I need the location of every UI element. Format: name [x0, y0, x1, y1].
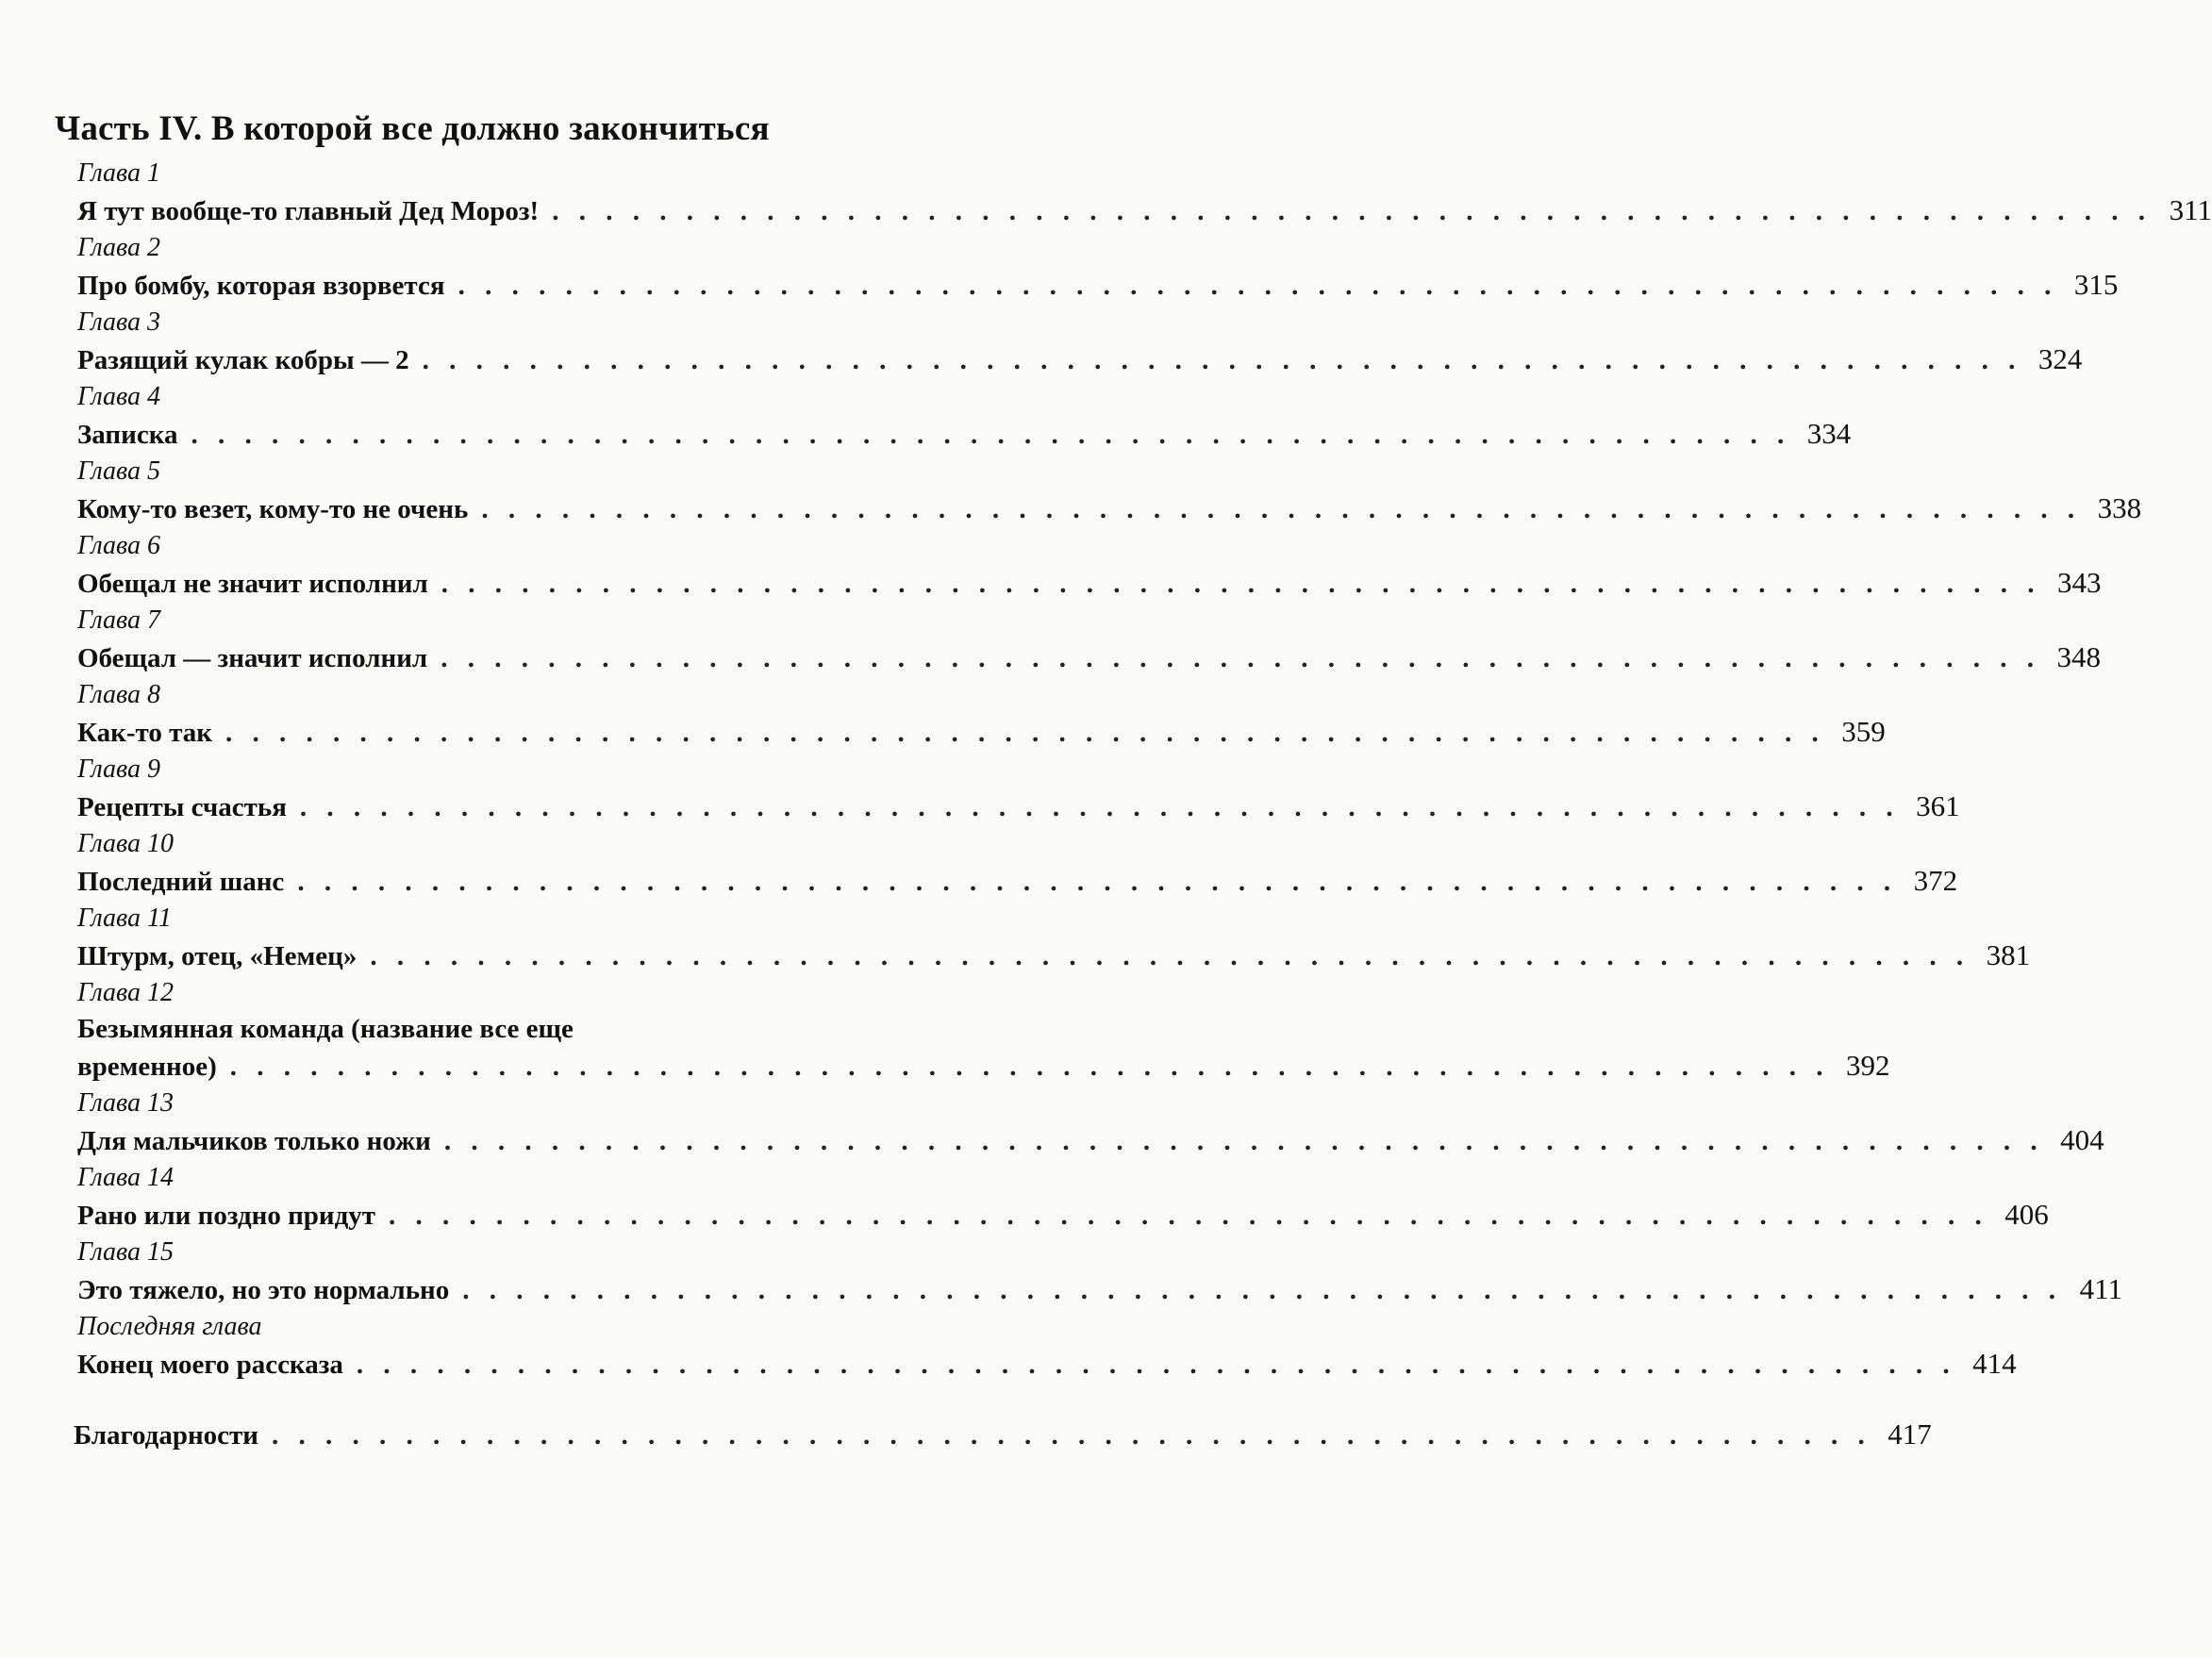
- chapter-row[interactable]: [77, 1047, 1890, 1085]
- chapter-label: Глава 7: [77, 605, 160, 635]
- chapter-row[interactable]: [77, 788, 1960, 825]
- chapter-label: Глава 5: [77, 456, 160, 486]
- chapter-title: Это тяжело, но это нормально: [77, 1275, 450, 1305]
- chapter-label: Глава 11: [77, 904, 172, 933]
- toc-entry-6: [55, 527, 2102, 602]
- chapter-title: Конец моего рассказа: [77, 1350, 343, 1380]
- toc-entry-2: [55, 229, 2119, 304]
- toc-entry-5: [55, 453, 2142, 527]
- chapter-label: Глава 6: [77, 531, 160, 560]
- page-number: 334: [1806, 417, 1852, 450]
- chapter-row[interactable]: [77, 191, 2212, 229]
- acknowledgements-row[interactable]: [74, 1416, 1932, 1453]
- page-number: 372: [1913, 864, 1958, 897]
- chapter-row[interactable]: [77, 1121, 2104, 1159]
- chapter-title: Штурм, отец, «Немец»: [77, 941, 358, 971]
- chapter-list: [55, 155, 2212, 1383]
- page-number: 315: [2073, 268, 2119, 301]
- toc-entry-7: [55, 602, 2101, 676]
- chapter-title: Я тут вообще-то главный Дед Мороз!: [77, 196, 540, 226]
- chapter-title: Про бомбу, которая взорвется: [77, 271, 445, 301]
- toc-entry-14: [55, 1159, 2049, 1234]
- chapter-row[interactable]: [77, 937, 2031, 974]
- dot-leader: . . . . . . . . . . . . . . . . . . . . . . . . . . . . . . . . . . . . . . . . . . . . . . . . . . . . . . . . . . . .: [441, 569, 2041, 599]
- chapter-row[interactable]: [77, 489, 2142, 527]
- chapter-label: Глава 10: [77, 829, 174, 858]
- acknowledgements-title: Благодарности: [74, 1420, 259, 1451]
- chapter-label: Глава 8: [77, 680, 160, 709]
- chapter-row[interactable]: [77, 340, 2083, 378]
- chapter-title: Разящий кулак кобры — 2: [77, 345, 409, 375]
- page-number: 343: [2057, 566, 2102, 599]
- chapter-label: Глава 12: [77, 978, 174, 1007]
- chapter-label: Глава 2: [77, 233, 160, 262]
- chapter-title: Кому-то везет, кому-то не очень: [77, 494, 469, 524]
- chapter-label: Последняя глава: [77, 1312, 262, 1341]
- chapter-title-line1[interactable]: Безымянная команда (название все еще: [77, 1014, 574, 1044]
- page-number: 361: [1916, 789, 1960, 822]
- toc-entry-10: [55, 825, 1958, 900]
- dot-leader: . . . . . . . . . . . . . . . . . . . . . . . . . . . . . . . . . . . . . . . . . . . . . . . . . . . . . . . . . . . .: [272, 1420, 1871, 1451]
- dot-leader: . . . . . . . . . . . . . . . . . . . . . . . . . . . . . . . . . . . . . . . . . . . . . . . . . . . . . . . . . . . .: [441, 643, 2040, 673]
- chapter-row[interactable]: [77, 564, 2102, 602]
- page-number: 311: [2169, 193, 2212, 226]
- chapter-title: Обещал не значит исполнил: [77, 569, 428, 599]
- toc-entry-1: [55, 155, 2212, 229]
- toc-entry-3: [55, 304, 2083, 378]
- chapter-label: Глава 15: [77, 1237, 174, 1267]
- chapter-title: Рано или поздно придут: [77, 1201, 376, 1231]
- acknowledgements-entry: [55, 1416, 1932, 1453]
- dot-leader: . . . . . . . . . . . . . . . . . . . . . . . . . . . . . . . . . . . . . . . . . . . . . . . . . . . . . . . . . . . .: [356, 1350, 1956, 1380]
- toc-entry-9: [55, 751, 1960, 825]
- chapter-row[interactable]: [77, 1270, 2122, 1308]
- chapter-label: Глава 13: [77, 1088, 174, 1118]
- dot-leader: . . . . . . . . . . . . . . . . . . . . . . . . . . . . . . . . . . . . . . . . . . . . . . . . . . . . . . . . . . . .: [552, 196, 2152, 226]
- chapter-label: Глава 1: [77, 158, 160, 188]
- dot-leader: . . . . . . . . . . . . . . . . . . . . . . . . . . . . . . . . . . . . . . . . . . . . . . . . . . . . . . . . . . . .: [457, 271, 2058, 301]
- page-number: 392: [1845, 1049, 1890, 1082]
- dot-leader: . . . . . . . . . . . . . . . . . . . . . . . . . . . . . . . . . . . . . . . . . . . . . . . . . . . . . . . . . . . .: [462, 1275, 2062, 1305]
- dot-leader: . . . . . . . . . . . . . . . . . . . . . . . . . . . . . . . . . . . . . . . . . . . . . . . . . . . . . . . . . . . .: [191, 420, 1791, 450]
- chapter-title: Рецепты счастья: [77, 792, 287, 822]
- chapter-title: временное): [77, 1052, 217, 1082]
- chapter-title: Как-то так: [77, 718, 212, 748]
- chapter-row[interactable]: [77, 713, 1886, 751]
- page-number: 404: [2060, 1123, 2104, 1156]
- toc-entry-15: [55, 1234, 2122, 1308]
- chapter-title: Для мальчиков только ножи: [77, 1126, 431, 1156]
- chapter-label: Глава 4: [77, 382, 160, 411]
- chapter-row[interactable]: [77, 266, 2119, 304]
- page-number: 324: [2037, 342, 2083, 375]
- chapter-row[interactable]: [77, 1196, 2049, 1234]
- dot-leader: . . . . . . . . . . . . . . . . . . . . . . . . . . . . . . . . . . . . . . . . . . . . . . . . . . . . . . . . . . . .: [299, 792, 1900, 822]
- page-number: 406: [2004, 1198, 2049, 1231]
- page-number: 348: [2056, 640, 2101, 673]
- dot-leader: . . . . . . . . . . . . . . . . . . . . . . . . . . . . . . . . . . . . . . . . . . . . . . . . . . . . . . . . . . . .: [422, 345, 2022, 375]
- toc-entry-8: [55, 676, 1886, 751]
- page-number: 417: [1888, 1418, 1932, 1451]
- chapter-label: Глава 14: [77, 1163, 174, 1192]
- page-number: 359: [1841, 715, 1886, 748]
- dot-leader: . . . . . . . . . . . . . . . . . . . . . . . . . . . . . . . . . . . . . . . . . . . . . . . . . . . . . . . . . . . .: [389, 1201, 1988, 1231]
- dot-leader: . . . . . . . . . . . . . . . . . . . . . . . . . . . . . . . . . . . . . . . . . . . . . . . . . . . . . . . . . . . .: [229, 1052, 1830, 1082]
- chapter-row[interactable]: [77, 862, 1958, 900]
- dot-leader: . . . . . . . . . . . . . . . . . . . . . . . . . . . . . . . . . . . . . . . . . . . . . . . . . . . . . . . . . . . .: [297, 867, 1898, 897]
- dot-leader: . . . . . . . . . . . . . . . . . . . . . . . . . . . . . . . . . . . . . . . . . . . . . . . . . . . . . . . . . . . .: [481, 494, 2082, 524]
- chapter-label: Глава 9: [77, 754, 160, 784]
- toc-entry-16: [55, 1308, 2017, 1383]
- page-number: 381: [1986, 938, 2031, 971]
- toc-entry-11: [55, 900, 2031, 974]
- chapter-row[interactable]: [77, 415, 1852, 453]
- dot-leader: . . . . . . . . . . . . . . . . . . . . . . . . . . . . . . . . . . . . . . . . . . . . . . . . . . . . . . . . . . . .: [225, 718, 1825, 748]
- page-number: 414: [1972, 1347, 2017, 1380]
- page-number: 338: [2097, 491, 2142, 524]
- page-number: 411: [2079, 1272, 2122, 1305]
- dot-leader: . . . . . . . . . . . . . . . . . . . . . . . . . . . . . . . . . . . . . . . . . . . . . . . . . . . . . . . . . . . .: [370, 941, 1971, 971]
- chapter-row[interactable]: [77, 638, 2101, 676]
- chapter-row[interactable]: [77, 1345, 2017, 1383]
- chapter-title: Последний шанс: [77, 867, 285, 897]
- chapter-label: Глава 3: [77, 307, 160, 337]
- toc-entry-13: [55, 1085, 2104, 1159]
- dot-leader: . . . . . . . . . . . . . . . . . . . . . . . . . . . . . . . . . . . . . . . . . . . . . . . . . . . . . . . . . . . .: [443, 1126, 2044, 1156]
- toc-entry-4: [55, 378, 1852, 453]
- toc-entry-12: [55, 974, 1890, 1085]
- chapter-title: Записка: [77, 420, 178, 450]
- part-title: Часть IV. В которой все должно закончиться: [55, 109, 770, 148]
- chapter-title: Обещал — значит исполнил: [77, 643, 428, 673]
